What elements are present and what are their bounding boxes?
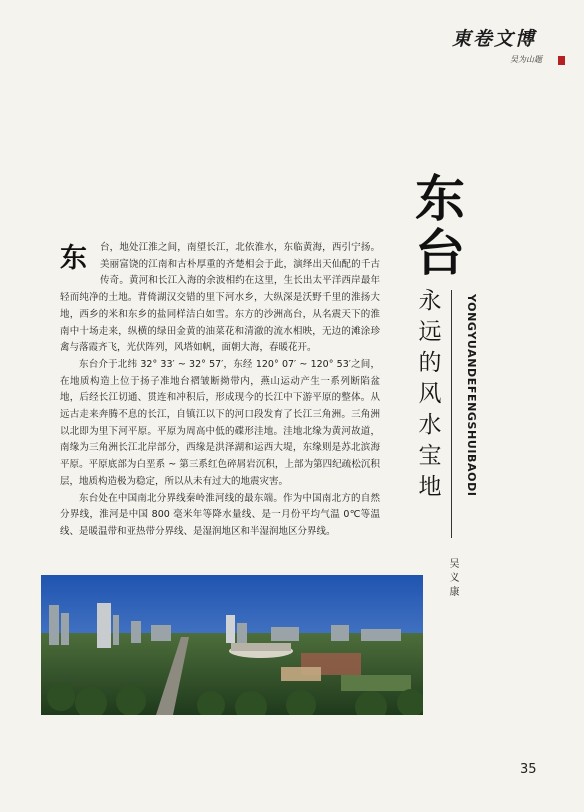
subtitle-char: 水 xyxy=(418,412,442,438)
paragraph-2: 东台介于北纬 32° 33′ ~ 32° 57′，东经 120° 07′ ~ 120° 53′之间，在地质构造上位于扬子准地台褶皱断拗带内，燕山运动产生一系列断陷盆地，后经长江切通、贯连和冲积后，形成现今的长江中下游平原的整体。从远古走来奔腾不息的长江，自镇江以下的河口段发育了长江三角洲。三角洲以北即为里下河平原。平原为周高中低的碟形洼地。洼地北缘为黄河故道，南缘为三角洲长江北岸部分，西缘是洪泽湖和运西大堤，东缘则是苏北滨海平原。平原底部为白垩系 ~ 第三系红色碎屑岩沉积，上部为第四纪疏松沉积层，地质构造极为稳定，所以从未有过大的地震灾害。 xyxy=(60,358,380,487)
drop-cap: 东 xyxy=(60,243,87,274)
subtitle-pinyin: YONGYUANDEFENGSHUIBAODI xyxy=(465,294,478,497)
paragraph-1 xyxy=(60,240,380,357)
red-seal-icon xyxy=(558,56,565,65)
vertical-divider xyxy=(451,290,452,538)
paragraph-3: 东台处在中国南北分界线秦岭淮河线的最东端。作为中国南北方的自然分界线，淮河是中国 800 毫米年等降水量线、是一月份平均气温 0℃等温线、是暖温带和亚热带分界线、是湿润地区和半湿润地区分界线。 xyxy=(60,492,380,537)
page-number: 35 xyxy=(520,762,537,777)
subtitle-char: 的 xyxy=(418,350,442,376)
article-subtitle xyxy=(412,286,448,503)
city-photo xyxy=(41,575,423,715)
author-name: 吴义康 xyxy=(447,558,458,600)
column-logo xyxy=(452,24,568,80)
column-logo-signature: 吴为山题 xyxy=(510,55,542,64)
paragraph-1-text: 台，地处江淮之间，南望长江，北依淮水，东临黄海，西引宁扬。美丽富饶的江南和古朴厚重的齐楚相会于此，演绎出天仙配的千古传奇。黄河和长江入海的余波相约在这里，生长出太平洋西岸最年轻而纯净的土地。背倚湖汉交错的里下河水乡，大纵深是沃野千里的淮扬大地，西乡的米和东乡的盐同样洁白如雪。东方的沙洲高台，从名震天下的淮南中十场走来，纵横的绿田金黄的油菜花和清澈的流水相映，无边的滩涂珍禽与落霞齐飞，光伏阵列，风塔如帆，面朝大海，春暖花开。 xyxy=(60,242,380,354)
subtitle-char: 永 xyxy=(418,288,442,314)
title-char: 台 xyxy=(415,223,465,282)
article-body xyxy=(60,240,380,541)
title-char: 东 xyxy=(415,169,465,228)
subtitle-char: 远 xyxy=(418,319,442,345)
city-skyline-image xyxy=(41,575,423,715)
column-logo-signature-line xyxy=(466,54,566,70)
subtitle-char: 宝 xyxy=(418,443,442,469)
subtitle-char: 风 xyxy=(418,381,442,407)
subtitle-char: 地 xyxy=(418,474,442,500)
column-logo-title: 東卷文博 xyxy=(452,28,537,50)
article-title xyxy=(408,169,472,282)
